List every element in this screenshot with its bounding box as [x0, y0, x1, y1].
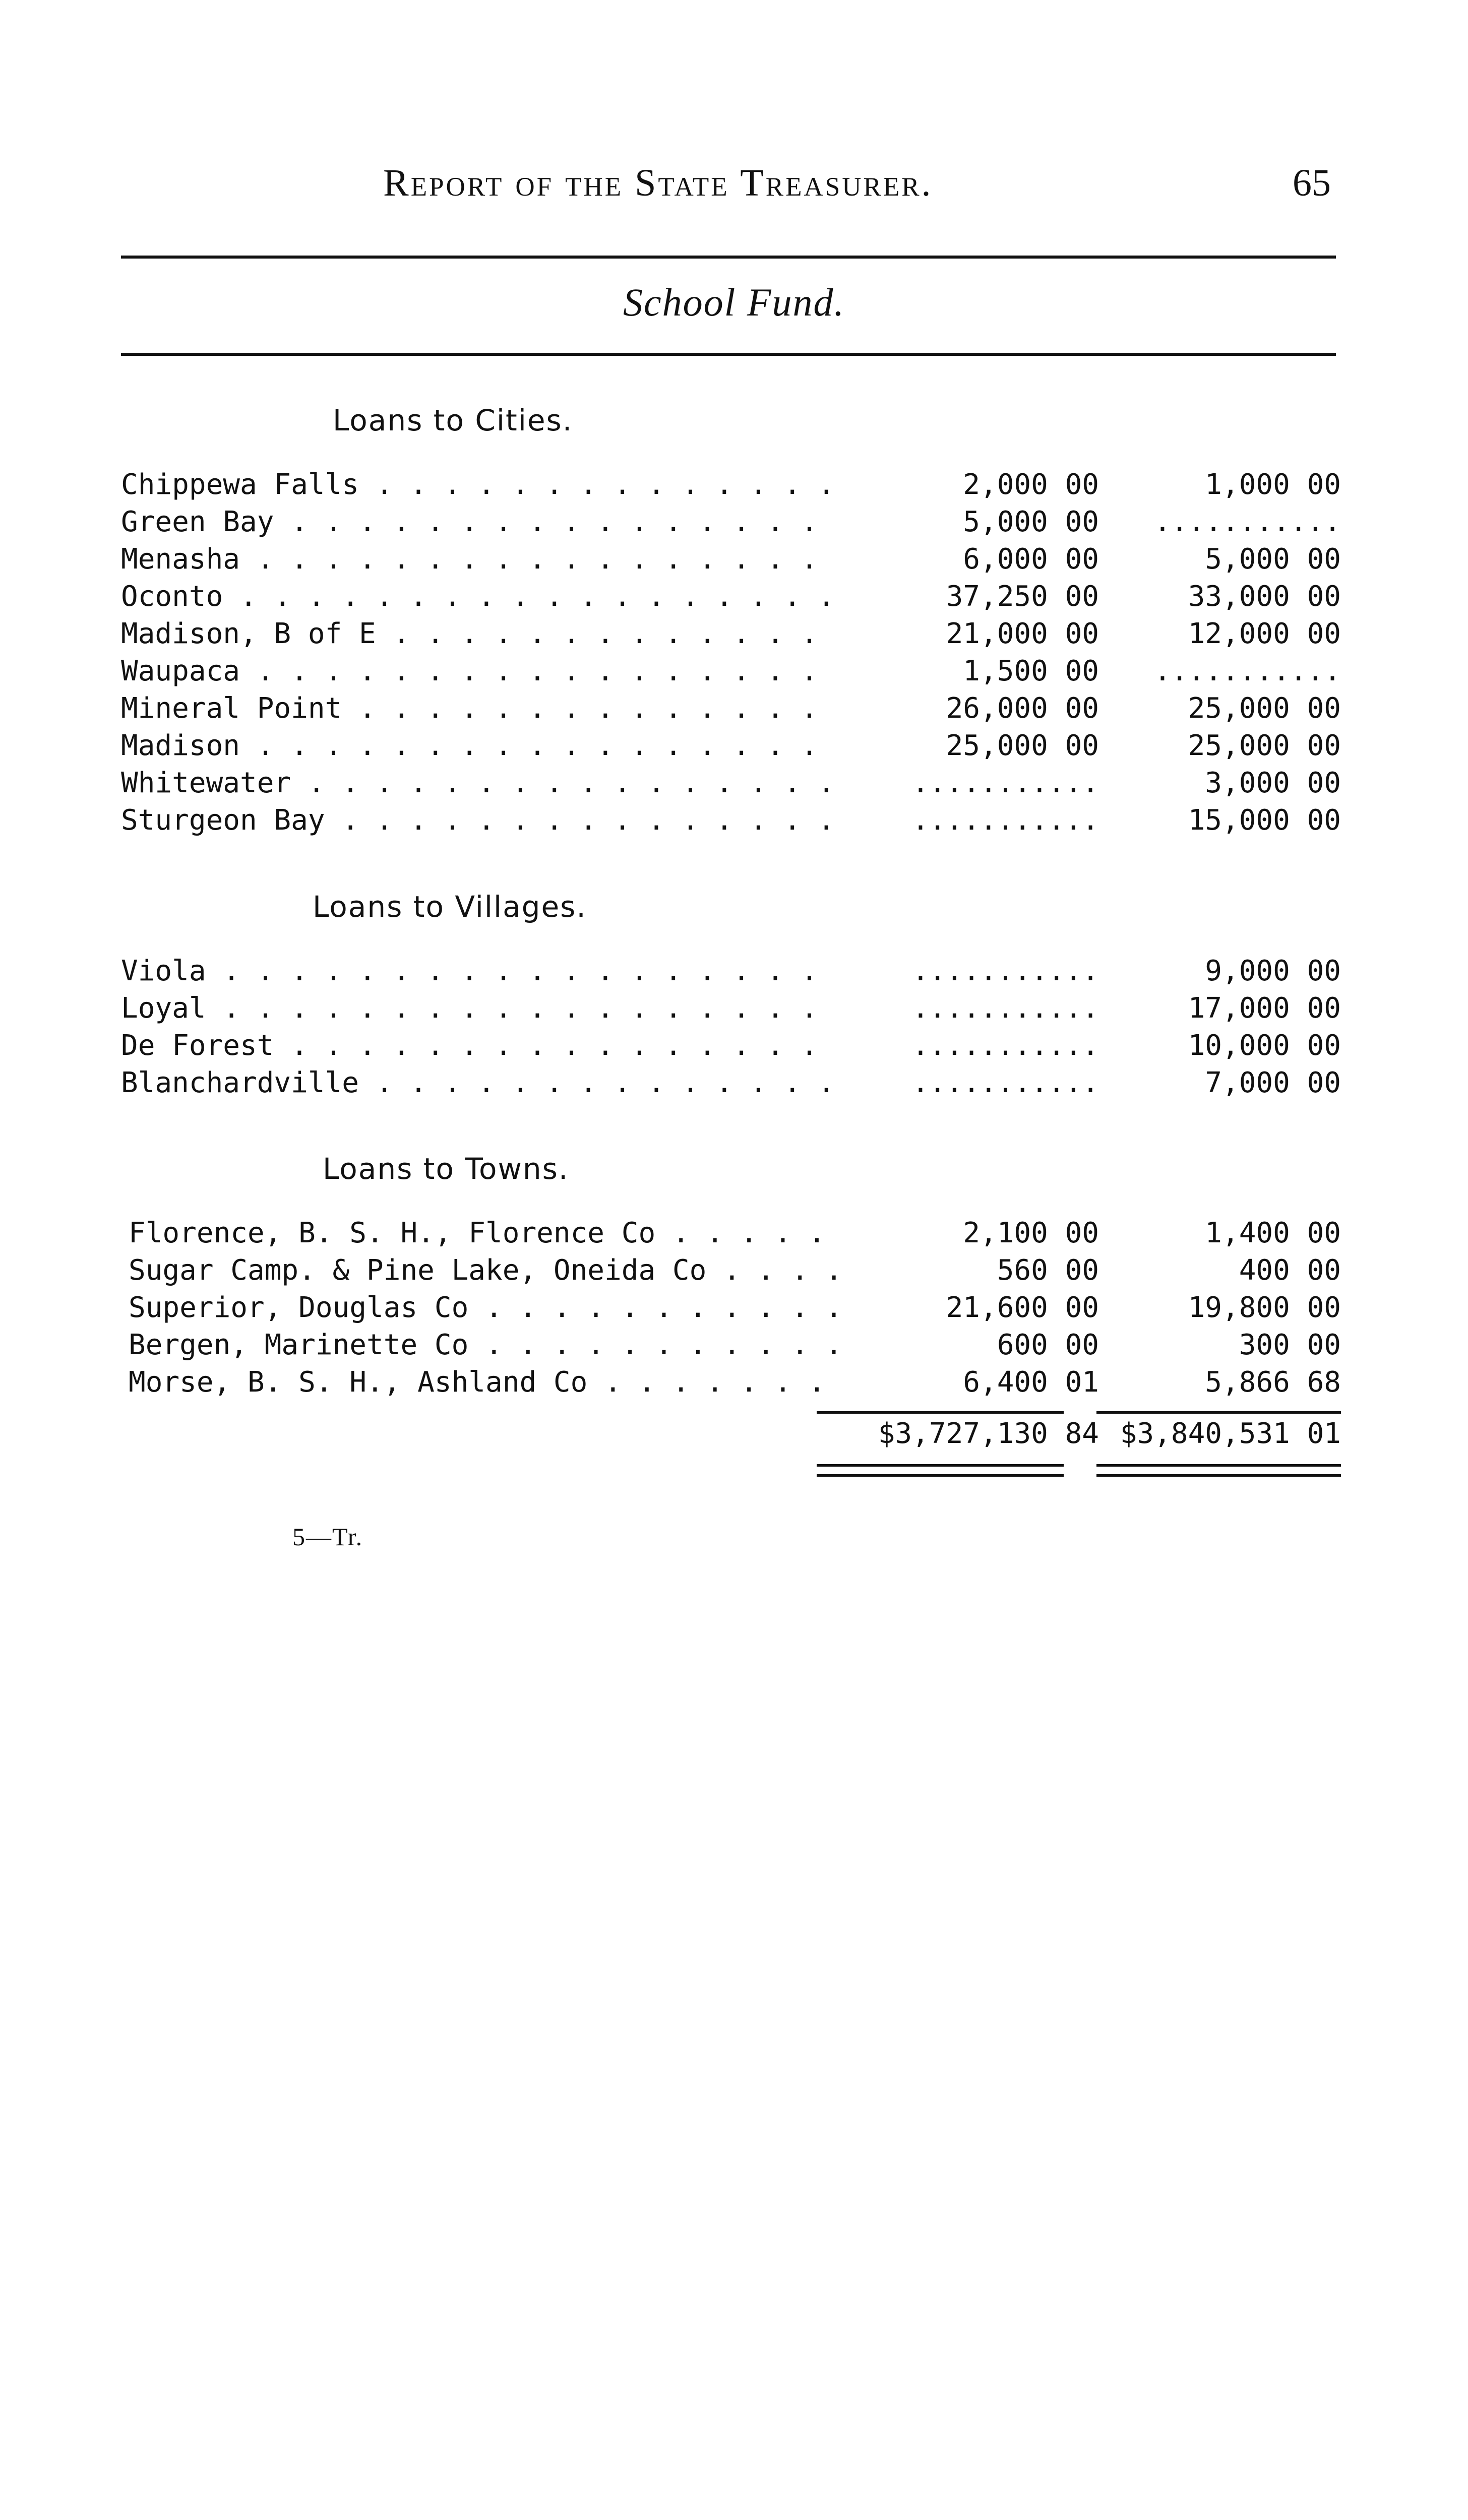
row-amount-2: 3,000 00 — [1205, 767, 1341, 799]
row-amount-2: ........... — [1154, 506, 1341, 538]
row-amount-2: 5,866 68 — [1205, 1366, 1341, 1399]
table-row — [129, 1252, 1341, 1289]
row-amount-2: 5,000 00 — [1205, 543, 1341, 576]
row-amount-1: 1,500 00 — [963, 655, 1099, 687]
table-row — [121, 1064, 1341, 1102]
row-amount-1: ........... — [912, 804, 1099, 837]
signature-mark: 5—Tr. — [292, 1523, 363, 1551]
row-name: De Forest . . . — [121, 1027, 837, 1064]
table-row — [121, 541, 1341, 578]
table-row — [121, 953, 1341, 990]
section-heading-towns: Loans to Towns. — [323, 1152, 569, 1186]
totals-row — [121, 1414, 1341, 1454]
row-name: Blanchardville . . . — [121, 1064, 837, 1102]
row-amount-2: 17,000 00 — [1188, 992, 1341, 1025]
row-amount-2: 19,800 00 — [1188, 1291, 1341, 1324]
row-amount-1: 600 00 — [997, 1329, 1099, 1361]
table-row — [121, 503, 1341, 541]
row-amount-1: 2,000 00 — [963, 468, 1099, 501]
page-header-title: Report of the State Treasurer. — [383, 162, 933, 204]
row-name: Sugar Camp. & Pine Lake, Oneida Co . . . — [129, 1252, 844, 1289]
row-name: Morse, B. S. H., Ashland Co . . . — [129, 1364, 844, 1401]
row-name: Bergen, Marinette Co . . . — [129, 1327, 844, 1364]
row-name: Superior, Douglas Co . . . — [129, 1289, 844, 1327]
total-amount-1: $3,727,130 84 — [878, 1417, 1099, 1450]
row-amount-2: 400 00 — [1239, 1254, 1341, 1287]
table-row — [121, 765, 1341, 802]
table-row — [121, 466, 1341, 503]
row-name: Viola . . . — [121, 953, 837, 990]
table-row — [129, 1364, 1341, 1401]
row-amount-2: 7,000 00 — [1205, 1066, 1341, 1099]
double-rule-col2-bottom — [1096, 1474, 1341, 1477]
table-row — [129, 1327, 1341, 1364]
table-row — [121, 690, 1341, 727]
row-name: Sturgeon Bay . . . — [121, 802, 837, 839]
table-row — [121, 802, 1341, 839]
row-amount-2: 33,000 00 — [1188, 580, 1341, 613]
table-row — [121, 578, 1341, 615]
row-name: Madison . . . — [121, 727, 837, 765]
row-amount-2: 25,000 00 — [1188, 692, 1341, 725]
row-name: Menasha . . . — [121, 541, 837, 578]
row-name: Oconto . . . — [121, 578, 837, 615]
row-amount-2: 25,000 00 — [1188, 729, 1341, 762]
page-number: 65 — [1293, 162, 1331, 204]
row-amount-1: 6,000 00 — [963, 543, 1099, 576]
row-amount-1: ........... — [912, 1029, 1099, 1062]
row-amount-2: 15,000 00 — [1188, 804, 1341, 837]
double-rule-col1-top — [817, 1464, 1064, 1467]
header-rule — [121, 256, 1336, 259]
row-amount-2: 1,000 00 — [1205, 468, 1341, 501]
table-row — [121, 1027, 1341, 1064]
title-rule — [121, 353, 1336, 356]
row-amount-1: 560 00 — [997, 1254, 1099, 1287]
row-amount-1: 21,000 00 — [946, 617, 1099, 650]
row-amount-1: ........... — [912, 992, 1099, 1025]
section-heading-villages: Loans to Villages. — [313, 890, 587, 924]
row-name: Whitewater . . . — [121, 765, 837, 802]
row-amount-1: ........... — [912, 767, 1099, 799]
row-amount-1: 2,100 00 — [963, 1217, 1099, 1249]
row-amount-2: 1,400 00 — [1205, 1217, 1341, 1249]
row-amount-1: ........... — [912, 955, 1099, 987]
row-amount-1: 37,250 00 — [946, 580, 1099, 613]
row-amount-2: 10,000 00 — [1188, 1029, 1341, 1062]
row-name: Loyal . . . — [121, 990, 837, 1027]
row-name: Mineral Point . . . — [121, 690, 837, 727]
table-row — [121, 990, 1341, 1027]
row-amount-1: 5,000 00 — [963, 506, 1099, 538]
row-name: Florence, B. S. H., Florence Co . . . — [129, 1215, 844, 1252]
row-amount-2: ........... — [1154, 655, 1341, 687]
row-name: Madison, B of E . . . — [121, 615, 837, 653]
table-row — [129, 1215, 1341, 1252]
running-head — [121, 151, 1341, 222]
section-heading-cities: Loans to Cities. — [333, 403, 573, 437]
row-amount-2: 9,000 00 — [1205, 955, 1341, 987]
table-row — [121, 615, 1341, 653]
table-row — [121, 727, 1341, 765]
double-rule-col1-bottom — [817, 1474, 1064, 1477]
row-amount-2: 12,000 00 — [1188, 617, 1341, 650]
total-amount-2: $3,840,531 01 — [1120, 1417, 1341, 1450]
row-amount-1: 6,400 01 — [963, 1366, 1099, 1399]
row-amount-1: 26,000 00 — [946, 692, 1099, 725]
double-rule-col2-top — [1096, 1464, 1341, 1467]
row-amount-1: 25,000 00 — [946, 729, 1099, 762]
row-amount-1: 21,600 00 — [946, 1291, 1099, 1324]
row-name: Green Bay . . . — [121, 503, 837, 541]
table-row — [129, 1289, 1341, 1327]
row-name: Waupaca . . . — [121, 653, 837, 690]
row-amount-1: ........... — [912, 1066, 1099, 1099]
table-row — [121, 653, 1341, 690]
row-amount-2: 300 00 — [1239, 1329, 1341, 1361]
row-name: Chippewa Falls . . . — [121, 466, 837, 503]
fund-title: School Fund. — [623, 280, 845, 324]
